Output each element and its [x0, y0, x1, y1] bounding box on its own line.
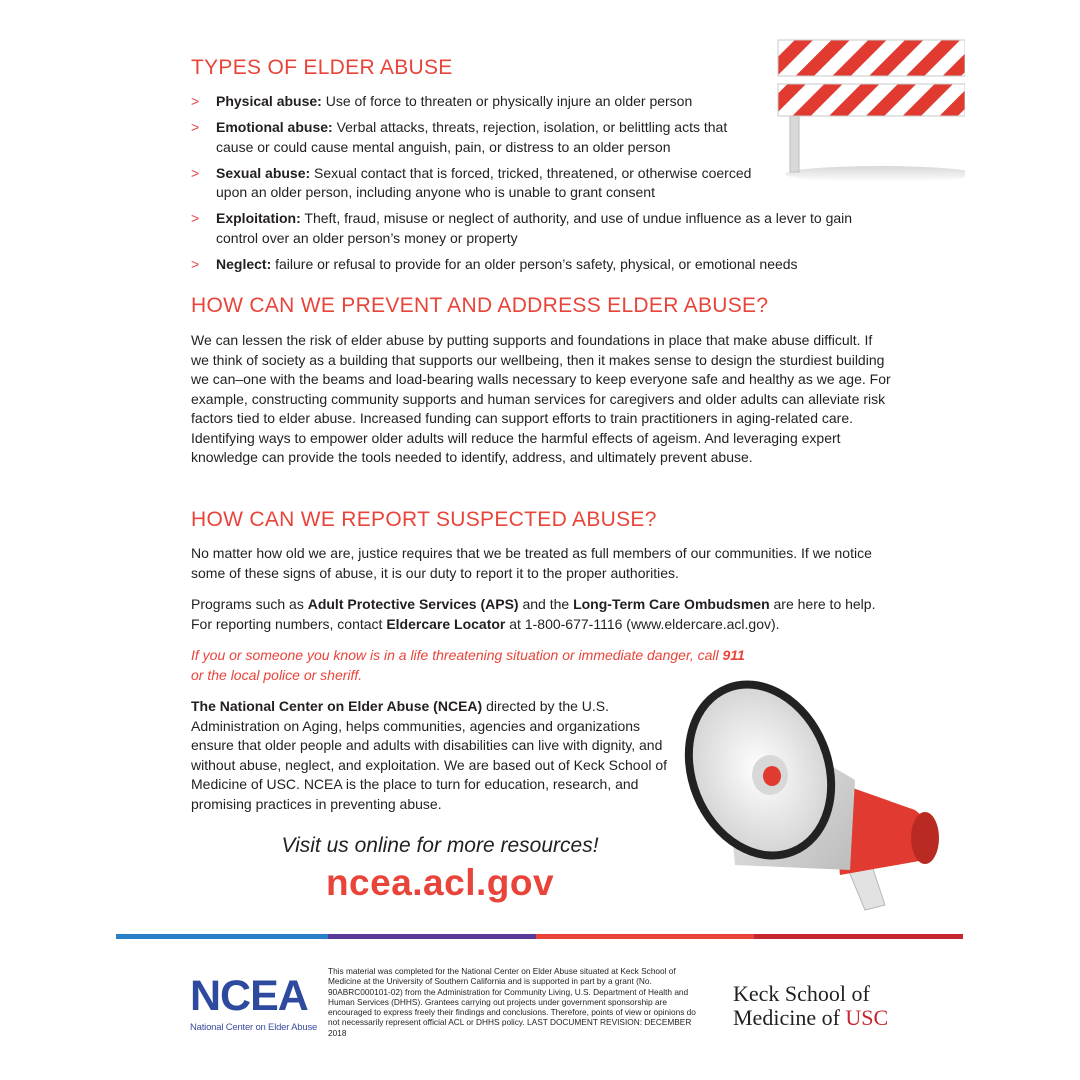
megaphone-icon — [680, 660, 965, 940]
divider-stripe-crimson — [754, 934, 963, 939]
chevron-right-icon: > — [191, 255, 200, 272]
grant-disclaimer: This material was completed for the National Center on Elder Abuse situated at Keck School of Medicine at the University of Southern California and is supported in part by a grant (No. 90ABRC000101-02) from the Administration for Community Living, U.S. Department of Health and Human Services (DHHS). Grantees carrying out projects under government sponsorship are encouraged to express freely their findings and conclusions. Therefore, points of view or opinions do not necessarily represent official ACL or DHHS policy. LAST DOCUMENT REVISION: DECEMBER 2018 — [328, 966, 696, 1038]
list-item: > Physical abuse: Use of force to threaten or physically injure an older person — [191, 92, 891, 112]
ncea-logo-subtitle: National Center on Elder Abuse — [190, 1022, 318, 1033]
report-paragraph-1: No matter how old we are, justice requires that we be treated as full members of our communities. If we notice some of these signs of abuse, it is our duty to report it to the proper authorities. — [191, 545, 872, 581]
divider-stripe-red — [536, 934, 754, 939]
chevron-right-icon: > — [191, 210, 200, 226]
divider-stripe-purple — [328, 934, 536, 939]
ncea-description: The National Center on Elder Abuse (NCEA) directed by the U.S. Administration on Aging, helps communities, agencies and organizations ensure that older people and adults with disabilities can live with dignity, and without abuse, neglect, and exploitation. We are based out of Keck School of Medicine of USC. NCEA is the place to turn for education, research, and promising practices in preventing abuse. — [191, 698, 668, 812]
abuse-types-list — [191, 92, 891, 281]
website-link[interactable]: ncea.acl.gov — [325, 862, 555, 903]
list-item: > Exploitation: Theft, fraud, misuse or neglect of authority, and use of undue influence as a lever to gain control over an older person’s money or property — [191, 210, 853, 246]
list-item: > Emotional abuse: Verbal attacks, threats, rejection, isolation, or belittling acts that cause or could cause mental anguish, pain, or distress to an older person — [191, 119, 728, 155]
list-item: > Sexual abuse: Sexual contact that is forced, tricked, threatened, or otherwise coerced upon an older person, including anyone who is unable to grant consent — [191, 164, 752, 200]
types-heading: TYPES OF ELDER ABUSE — [191, 56, 453, 79]
divider-stripe-blue — [116, 934, 328, 939]
prevent-heading: HOW CAN WE PREVENT AND ADDRESS ELDER ABUSE? — [191, 294, 769, 317]
visit-online-text: Visit us online for more resources! — [281, 834, 599, 857]
chevron-right-icon: > — [191, 93, 200, 109]
chevron-right-icon: > — [191, 164, 200, 181]
report-heading: HOW CAN WE REPORT SUSPECTED ABUSE? — [191, 508, 657, 531]
keck-logo: Keck School of Medicine of USC — [733, 981, 889, 1030]
chevron-right-icon: > — [191, 119, 200, 135]
report-paragraph-2: Programs such as Adult Protective Services (APS) and the Long-Term Care Ombudsmen are here to help. For reporting numbers, contact Eldercare Locator at 1-800-677-1116 (www.eldercare.acl.gov). — [191, 596, 876, 632]
list-item: > Neglect: failure or refusal to provide for an older person’s safety, physical, or emotional needs — [191, 255, 891, 275]
ncea-logo: NCEA — [190, 972, 308, 1020]
emergency-notice: If you or someone you know is in a life threatening situation or immediate danger, call 911 or the local police or sheriff. — [191, 647, 745, 683]
prevent-body: We can lessen the risk of elder abuse by putting supports and foundations in place that make abuse difficult. If we think of society as a building that supports our wellbeing, then it makes sense to design the sturdiest building we can–one with the beams and load-bearing walls necessary to keep everyone safe and healthy as we age. For example, constructing community supports and human services for caregivers and older adults can alleviate risk factors tied to elder abuse. Increased funding can support efforts to train practitioners in aging-related care. Identifying ways to empower older adults will reduce the harmful effects of ageism. And leveraging expert knowledge can provide the tools needed to identify, address, and ultimately prevent abuse. — [191, 332, 891, 465]
